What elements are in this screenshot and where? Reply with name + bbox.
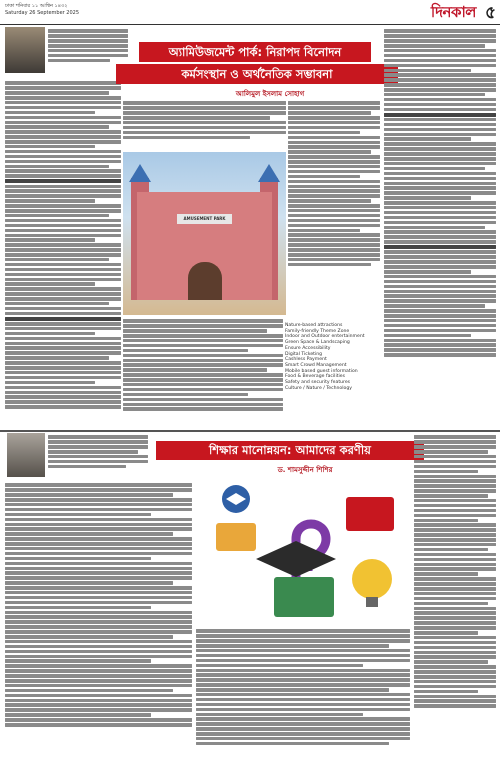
date-bengali: ঢাকা শনিবার ১১ আশ্বিন ১৪৩২ [5,3,68,9]
page-header [0,0,500,25]
article2-intro-text [48,434,148,478]
education-illustration [196,479,410,625]
book-icon [216,523,256,551]
feature-item: Cashless Payment [285,357,327,363]
article1-byline: আলিমুল ইসলাম সোহাগ [235,90,305,98]
author-photo-2 [7,433,45,477]
castle-gate [188,262,222,300]
feature-item: Culture / Nature / Technology [285,385,352,391]
book-stack-icon [274,577,334,617]
article1-headline-line1: অ্যামিউজমেন্ট পার্ক: নিরাপদ বিনোদন [139,42,371,62]
masthead-logo: দিনকাল [430,3,476,21]
issue-date [5,3,79,17]
feature-item: Ensure Accessibility [285,345,331,351]
article1-headline-line2: কর্মসংস্থান ও অর্থনৈতিক সম্ভাবনা [116,64,398,84]
bulb-icon [352,559,392,599]
feature-item: Smart Crowd Management [285,362,347,368]
feature-item: Green Space & Landscaping [285,340,350,346]
feature-item: Mobile based guest information [285,368,358,374]
feature-item: Food & Beverage facilities [285,374,346,380]
feature-item: Family-friendly Theme Zone [285,328,350,334]
article1-column-3 [288,100,380,320]
article1-column-2-bottom [123,318,283,428]
article1-column-4 [384,28,496,428]
bulb-base [366,597,378,607]
feature-item: Nature-based attractions [285,323,343,328]
amusement-park-photo [123,152,286,315]
park-sign: AMUSEMENT PARK [177,214,232,224]
article2-headline: শিক্ষার মানোন্নয়ন: আমাদের করণীয় [156,441,424,460]
section-divider [0,430,500,432]
feature-item: Indoor and Outdoor entertainment [285,334,365,340]
castle-roof-right [258,164,280,182]
castle-roof-left [129,164,151,182]
page-number: ৫ [484,3,496,23]
feature-item: Digital Ticketing [285,351,323,357]
feature-item: Safety and security features [285,380,351,386]
article2-column-3 [414,434,496,772]
date-english: Saturday 26 September 2025 [5,10,80,16]
article1-column-2-top [123,100,286,150]
notebook-icon [346,497,394,531]
article2-column-1 [5,482,192,772]
article2-column-2-bottom [196,628,410,772]
article2-byline: ড. শামসুদ্দীন শিশির [277,466,333,474]
education-graphic [196,479,410,625]
feature-list [285,323,383,391]
author-photo [5,27,45,73]
